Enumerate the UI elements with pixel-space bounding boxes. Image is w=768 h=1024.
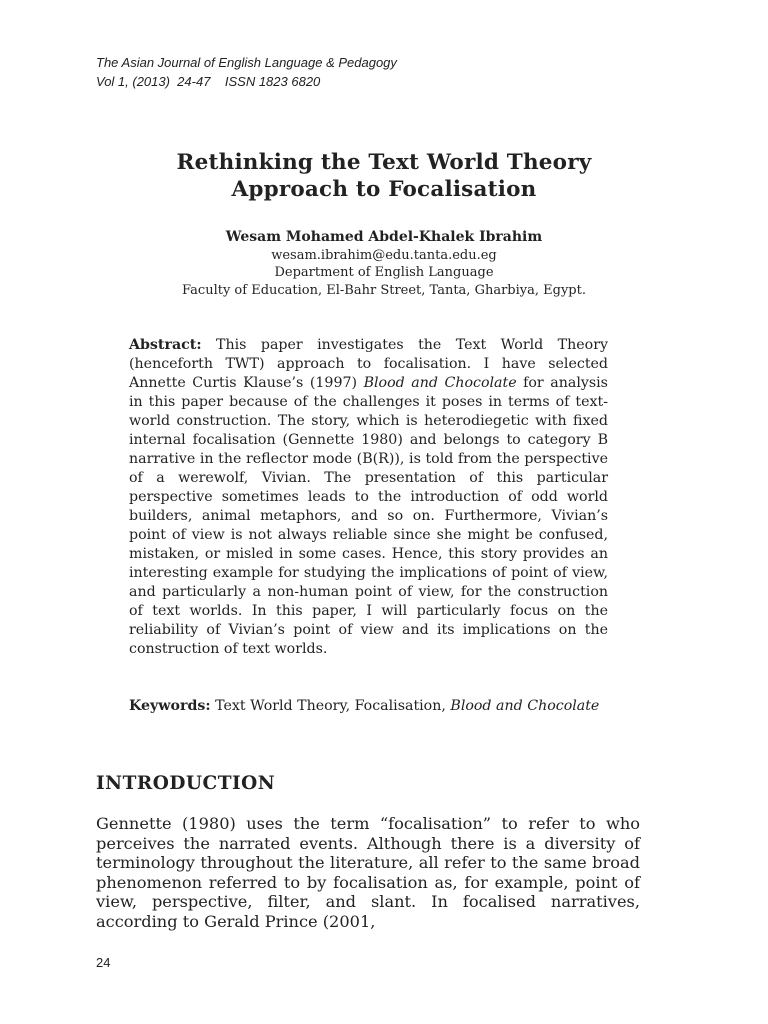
author-block — [0, 229, 768, 299]
keywords-label: Keywords: — [129, 698, 211, 714]
section-heading-introduction: INTRODUCTION — [96, 773, 276, 794]
abstract — [129, 336, 608, 659]
abstract-text-1: This paper investigates the Text World Theory (henceforth TWT) approach to focalisation. I have selected Annette Curtis Klause’s (1997) — [129, 337, 608, 391]
author-department: Department of English Language — [274, 265, 494, 280]
abstract-text-2: for analysis in this paper because of the challenges it poses in terms of text-world construction. The story, which is heterodiegetic with fixed internal focalisation (Gennette 1980) and belongs to category B narrative in the reflector mode (B(R)), is told from the perspective of a werewolf, Vivian. The presentation of this particular perspective sometimes leads to the introduction of odd world builders, animal metaphors, and so on. Furthermore, Vivian’s point of view is not always reliable since she might be confused, mistaken, or misled in some cases. Hence, this story provides an interesting example for studying the implications of point of view, and particularly a non-human point of view, for the construction of text worlds. In this paper, I will particularly focus on the reliability of Vivian’s point of view and its implications on the construction of text worlds. — [129, 375, 608, 657]
paper-title — [0, 149, 768, 203]
journal-name: The Asian Journal of English Language & Pedagogy — [96, 55, 397, 70]
author-faculty: Faculty of Education, El-Bahr Street, Tanta, Gharbiya, Egypt. — [182, 282, 586, 298]
keywords-text: Text World Theory, Focalisation, — [210, 698, 451, 714]
abstract-label: Abstract: — [129, 337, 202, 353]
introduction-paragraph: Gennette (1980) uses the term “focalisation” to refer to who perceives the narrated events. Although there is a diversity of terminology throughout the literature, all refer to the same broad phenomenon referred to by focalisation as, for example, point of view, perspective, filter, and slant. In focalised narratives, according to Gerald Prince (2001, — [96, 814, 640, 931]
title-line-1: Rethinking the Text World Theory — [176, 150, 592, 175]
page-number: 24 — [96, 955, 111, 970]
keywords — [129, 697, 608, 716]
running-head — [96, 53, 397, 91]
volume-info: Vol 1, (2013) 24-47 ISSN 1823 6820 — [96, 74, 321, 89]
author-email[interactable]: wesam.ibrahim@edu.tanta.edu.eg — [271, 247, 497, 263]
author-name: Wesam Mohamed Abdel-Khalek Ibrahim — [225, 229, 543, 245]
title-line-2: Approach to Focalisation — [231, 177, 537, 202]
keywords-italic: Blood and Chocolate — [450, 698, 600, 714]
abstract-book-title: Blood and Chocolate — [363, 375, 517, 391]
